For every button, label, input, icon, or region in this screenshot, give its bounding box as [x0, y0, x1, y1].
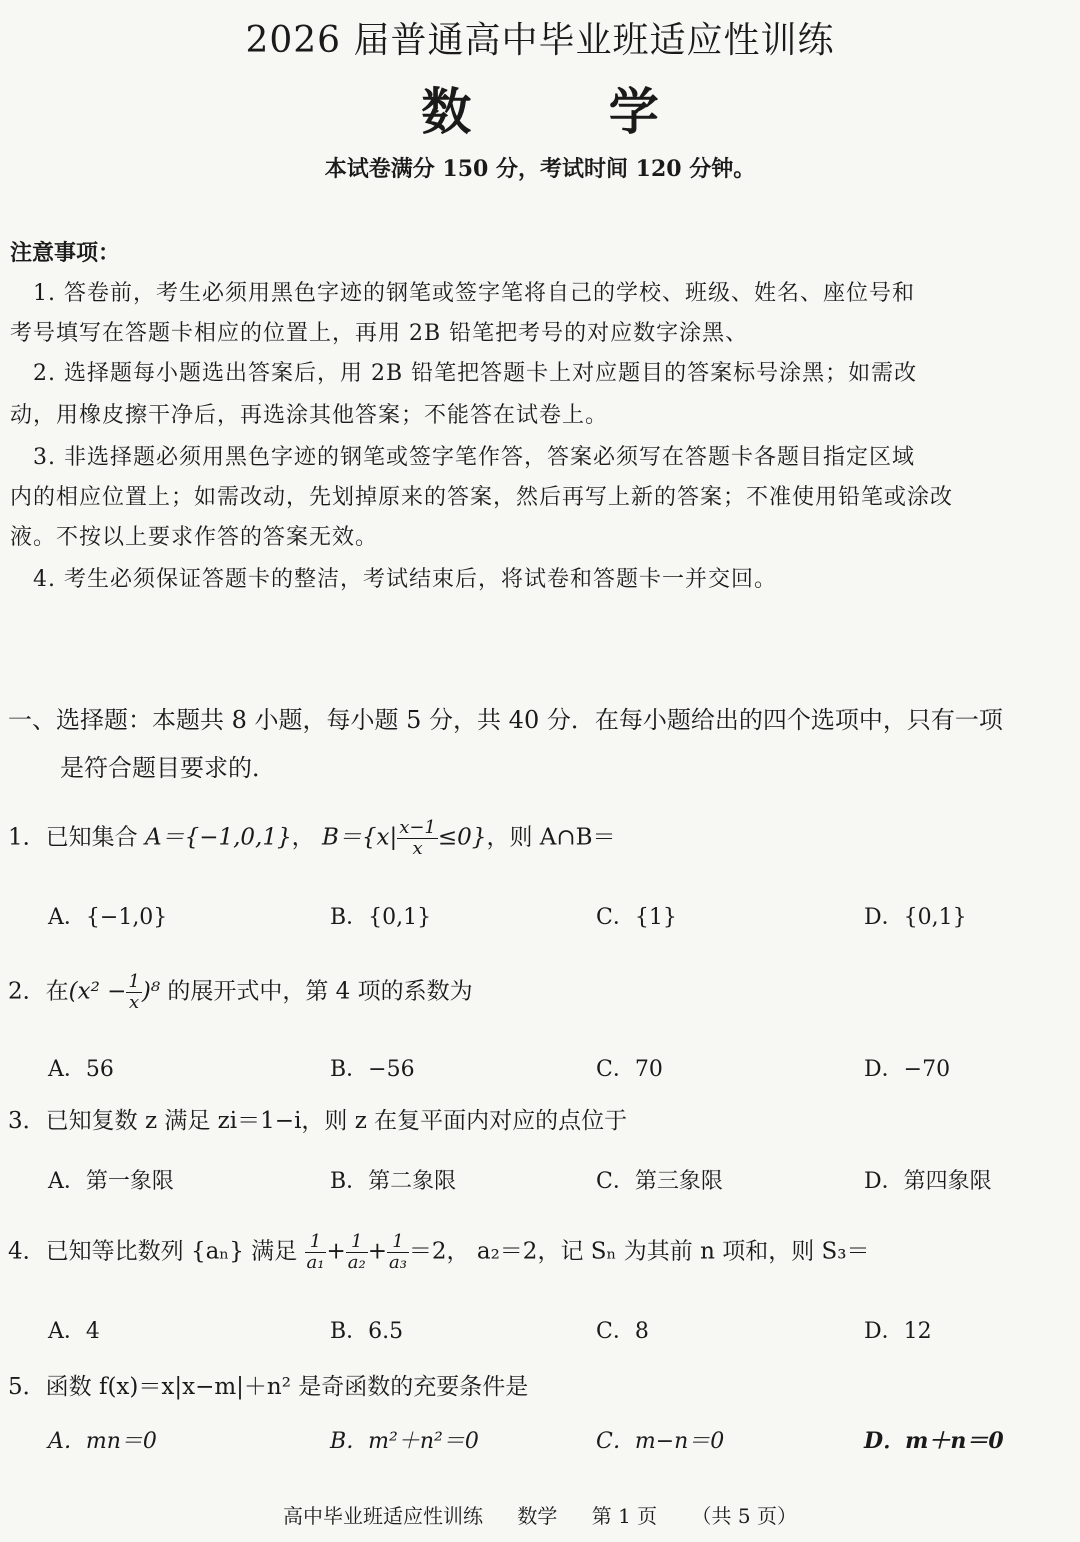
note-line: 液。不按以上要求作答的答案无效。	[10, 525, 379, 550]
exam-meta: 本试卷满分 150 分，考试时间 120 分钟。	[324, 156, 756, 182]
section-heading: 一、选择题：本题共 8 小题，每小题 5 分，共 40 分．在每小题给出的四个选项中，只有一项	[8, 706, 1003, 734]
question-3-stem: 3．已知复数 z 满足 zi＝1−i，则 z 在复平面内对应的点位于	[8, 1108, 628, 1134]
q2-option-a: A．56	[48, 1057, 114, 1082]
footer-page-number: 第 1 页	[591, 1504, 658, 1528]
page-footer	[0, 1500, 1080, 1529]
q3-option-b: B．第二象限	[330, 1169, 457, 1194]
q1-option-d: D．{0,1}	[864, 905, 967, 930]
q5-option-c: C．m−n＝0	[596, 1429, 725, 1454]
q5-option-b: B．m²＋n²＝0	[330, 1429, 479, 1454]
question-2-stem: 2．在(x² − $\frac{1}{x}$ )⁸ 的展开式中，第 4 项的系数为	[8, 971, 473, 1013]
question-1-stem: 1．已知集合 A＝{−1,0,1}， B＝{x| $\frac{x-1}{x}$ ≤0}，则 A∩B＝	[8, 817, 616, 859]
q4-option-c: C．8	[596, 1319, 649, 1344]
notes-heading: 注意事项：	[10, 240, 121, 266]
note-line: 内的相应位置上；如需改动，先划掉原来的答案，然后再写上新的答案；不准使用铅笔或涂改	[10, 485, 954, 510]
q2-option-d: D．−70	[864, 1057, 951, 1082]
q4-option-d: D．12	[864, 1319, 932, 1344]
q1-option-c: C．{1}	[596, 905, 677, 930]
question-4-stem: 4．已知等比数列 {aₙ} 满足 $\frac{1}{\text{a₁}}$ + $\frac{1}{\text{a₂}}$ + $\frac{1}{\text{a₃}}$ ＝2， a₂＝2，记 Sₙ 为其前 n 项和，则 S₃＝	[8, 1231, 870, 1273]
q5-option-a: A．mn＝0	[48, 1429, 157, 1454]
subject-title: 数 学	[421, 82, 719, 141]
question-5-stem: 5．函数 f(x)＝x|x−m|＋n² 是奇函数的充要条件是	[8, 1374, 529, 1400]
note-line: 3. 非选择题必须用黑色字迹的钢笔或签字笔作答，答案必须写在答题卡各题目指定区域	[10, 445, 915, 470]
exam-title: 2026 届普通高中毕业班适应性训练	[245, 20, 835, 61]
footer-exam-name: 高中毕业班适应性训练	[283, 1504, 483, 1528]
note-line: 动，用橡皮擦干净后，再选涂其他答案；不能答在试卷上。	[10, 403, 609, 428]
note-line: 4. 考生必须保证答题卡的整洁，考试结束后，将试卷和答题卡一并交回。	[10, 567, 777, 592]
note-line: 考号填写在答题卡相应的位置上，再用 2B 铅笔把考号的对应数字涂黑、	[10, 321, 749, 346]
q4-option-b: B．6.5	[330, 1319, 404, 1344]
q2-option-b: B．−56	[330, 1057, 415, 1082]
footer-subject: 数学	[517, 1504, 558, 1528]
q1-option-a: A．{−1,0}	[48, 905, 168, 930]
note-line: 1. 答卷前，考生必须用黑色字迹的钢笔或签字笔将自己的学校、班级、姓名、座位号和	[10, 281, 915, 306]
q5-option-d: D．m＋n＝0	[864, 1428, 1004, 1454]
q2-option-c: C．70	[596, 1057, 663, 1082]
q3-option-d: D．第四象限	[864, 1169, 992, 1194]
q4-option-a: A．4	[48, 1319, 100, 1344]
note-line: 2. 选择题每小题选出答案后，用 2B 铅笔把答题卡上对应题目的答案标号涂黑；如需改	[10, 361, 918, 386]
q3-option-c: C．第三象限	[596, 1169, 723, 1194]
q3-option-a: A．第一象限	[48, 1169, 174, 1194]
footer-page-total: （共 5 页）	[691, 1504, 797, 1528]
section-heading-cont: 是符合题目要求的．	[60, 754, 276, 782]
q1-option-b: B．{0,1}	[330, 905, 432, 930]
